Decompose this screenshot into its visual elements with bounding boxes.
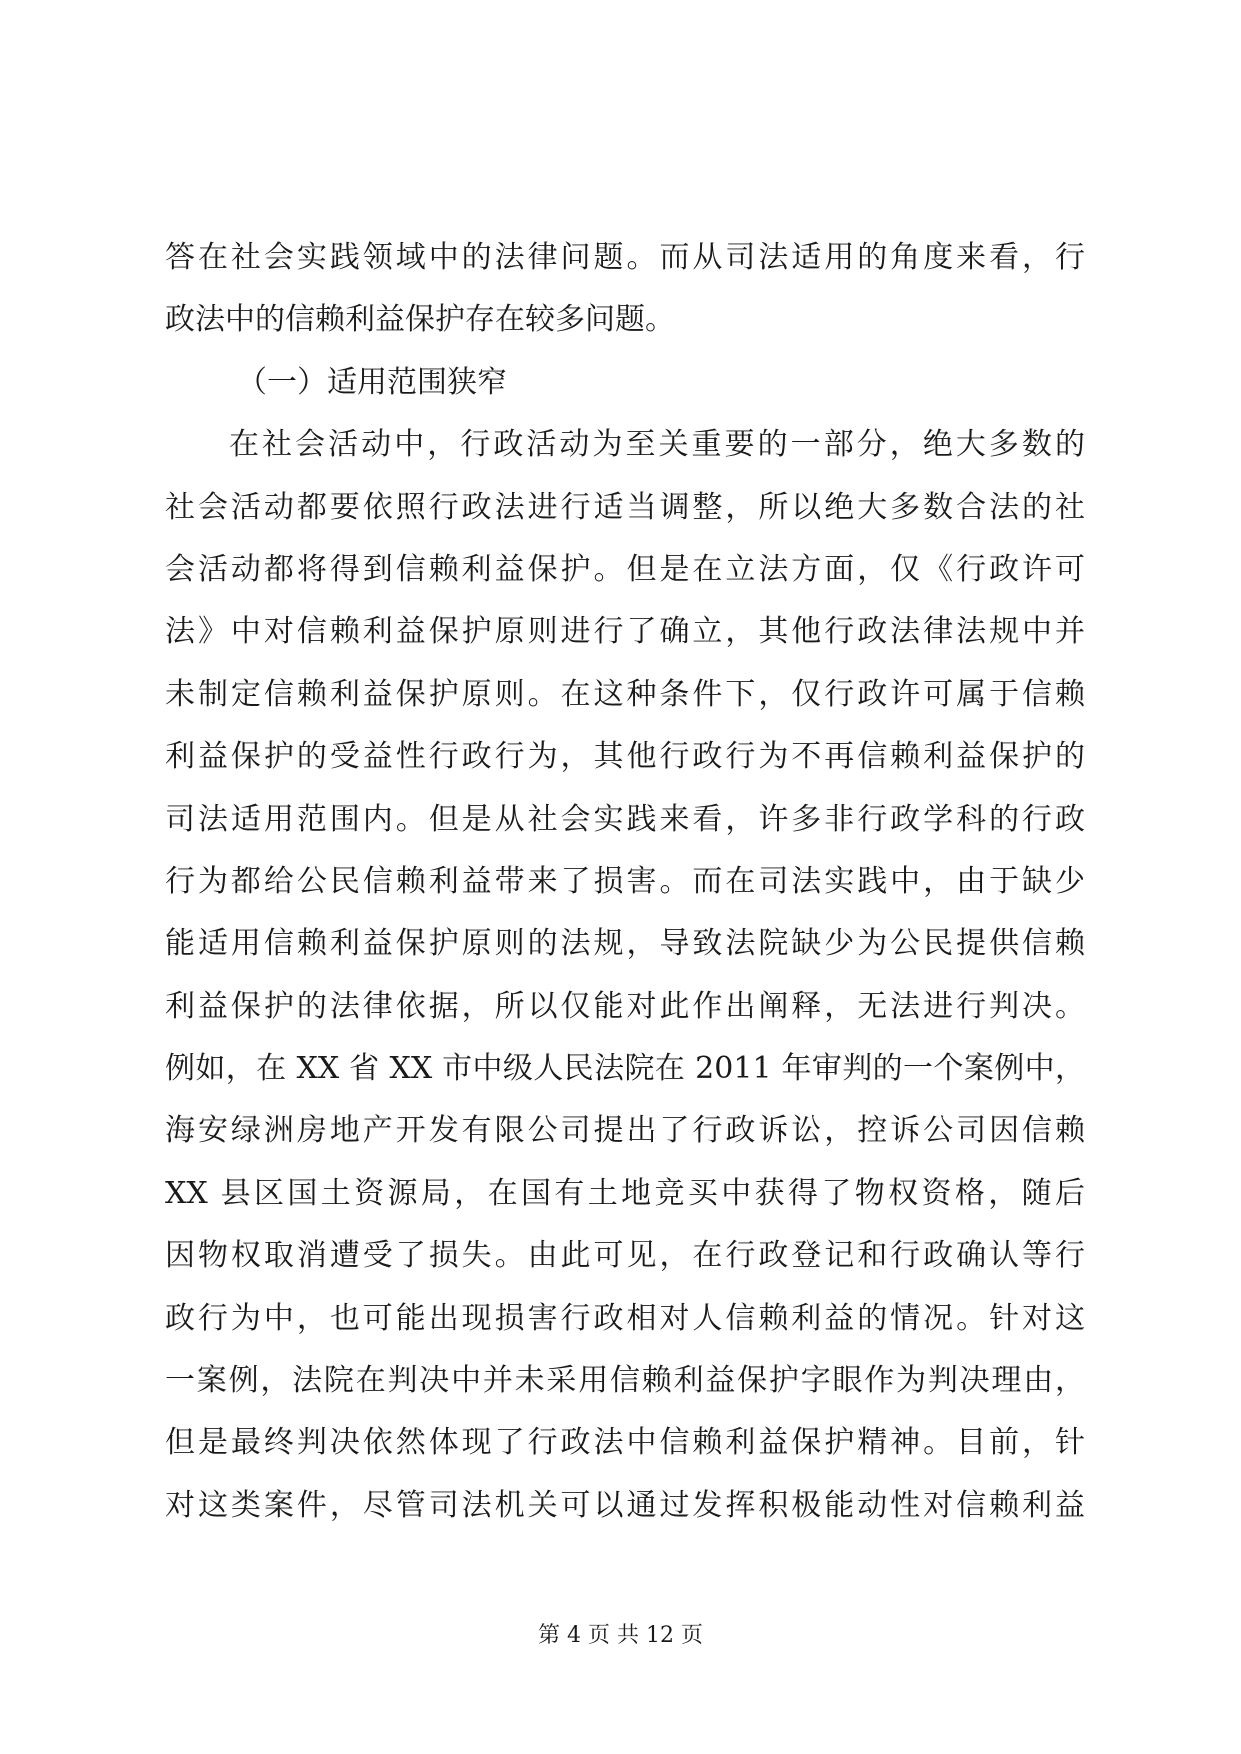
section-heading: （一）适用范围狭窄 — [237, 364, 507, 400]
paragraph-line: 对这类案件，尽管司法机关可以通过发挥积极能动性对信赖利益 — [165, 1487, 1085, 1523]
paragraph-line: XX 县区国土资源局，在国有土地竞买中获得了物权资格，随后 — [165, 1175, 1085, 1211]
paragraph-line: 法》中对信赖利益保护原则进行了确立，其他行政法律法规中并 — [165, 614, 1085, 650]
paragraph-line: 海安绿洲房地产开发有限公司提出了行政诉讼，控诉公司因信赖 — [165, 1113, 1085, 1149]
paragraph-line: 答在社会实践领域中的法律问题。而从司法适用的角度来看，行 — [165, 240, 1085, 275]
document-body — [165, 227, 1085, 1537]
paragraph-line: 利益保护的受益性行政行为，其他行政行为不再信赖利益保护的 — [165, 739, 1085, 775]
paragraph-line: 政行为中，也可能出现损害行政相对人信赖利益的情况。针对这 — [165, 1300, 1085, 1336]
paragraph-line: 行为都给公民信赖利益带来了损害。而在司法实践中，由于缺少 — [165, 863, 1085, 899]
paragraph-line: 但是最终判决依然体现了行政法中信赖利益保护精神。目前，针 — [165, 1425, 1085, 1461]
paragraph-line: 例如，在 XX 省 XX 市中级人民法院在 2011 年审判的一个案例中， — [165, 1051, 1085, 1087]
paragraph-line: 因物权取消遭受了损失。由此可见，在行政登记和行政确认等行 — [165, 1238, 1085, 1274]
paragraph-line: 在社会活动中，行政活动为至关重要的一部分，绝大多数的 — [229, 427, 1085, 463]
paragraph-line: 会活动都将得到信赖利益保护。但是在立法方面，仅《行政许可 — [165, 551, 1085, 587]
page-number-footer: 第 4 页 共 12 页 — [538, 1623, 703, 1648]
paragraph-line: 能适用信赖利益保护原则的法规，导致法院缺少为公民提供信赖 — [165, 926, 1085, 962]
paragraph-line: 利益保护的法律依据，所以仅能对此作出阐释，无法进行判决。 — [165, 988, 1085, 1024]
paragraph-line: 未制定信赖利益保护原则。在这种条件下，仅行政许可属于信赖 — [165, 676, 1085, 712]
paragraph-line: 政法中的信赖利益保护存在较多问题。 — [165, 302, 675, 338]
paragraph-line: 司法适用范围内。但是从社会实践来看，许多非行政学科的行政 — [165, 801, 1085, 837]
paragraph-line: 一案例，法院在判决中并未采用信赖利益保护字眼作为判决理由， — [165, 1363, 1085, 1399]
paragraph-line: 社会活动都要依照行政法进行适当调整，所以绝大多数合法的社 — [165, 489, 1085, 525]
